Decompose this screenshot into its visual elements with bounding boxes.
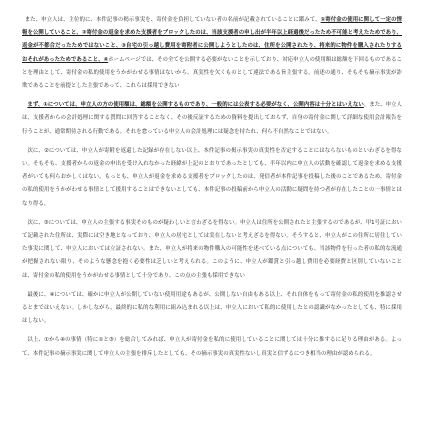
paragraph-2-highlight: まず、①については、申立人の方の使用額は、総額を公開するものであり、一般的には公表する必要がなく、公開内容は十分とはいえない <box>27 102 364 109</box>
paragraph-3 <box>22 145 402 211</box>
paragraph-6 <box>22 334 402 360</box>
paragraph-6-text: 以上、①から④の事情（特に①と③）を総合してみれば、申立人が寄付金を私的に使用していることに関しては十分に推するに足りる理由がある。よって、本件記事の摘示事実に関して申立人の主張を排斥したとしても、その摘示事実の真実性ないし真実と信ずるにつき相当の理由が認められる。 <box>22 337 402 357</box>
paragraph-1-text-c: 前述の通り、そもそも摘示事実が詐欺であることを前提とした主張であって、これらは採用できない <box>22 69 402 90</box>
paragraph-3-text: 次に、②については、申立人が寄附を返還した記録が存在しない以上、本件記事の掲示事実の真実性を否定することにはならないものといわざるを得ない。そもそも、支援者からの返金の申出を受け入れなかった経緯が上記のとおりであったとしても、半年以内に申立人の活動を確認して返金を求める支援者がいても何らおかしくはない。もっとも、申立人が返金を求める支援者をブロックしたのは、発信者が本件記事を投稿した後のことであるため、寄付金の私的使用をうかがわせる事情として援用することはできないとしても、本件記事の投稿前から申立人の活動に疑問を持つ者が存在したことの一事情とはなり得る。 <box>22 147 402 207</box>
paragraph-2-text: 。また、申立人は、支援者からの会計処理に関する質問に回答することなく、その後反証するための資料を提出しておらず、自身の寄付金に関して詳細な使用会計報告を行うことが、通常期待される行動である。それを怠っている申立人の会計処理には疑念を持たれ、何ら不自然なことではない。 <box>22 102 402 135</box>
paragraph-1-highlight: ①寄付金の使用に関して一定の情報を公開していること、②寄付金の返金を求めた支援者をブロックしたのは、当該支援者の申し出が半年以上経過後だったため不可能と考えたためであり、返金が不都合だったためではないこと、③自宅の引っ越し費用を寄附者に公開しようとしたのは、住所を公開されたり、将来的に物件を購入されたりするおそれがあったためであること、④ <box>22 17 402 63</box>
paragraph-5-text: 最後に、④については、確かに申立人が公開していない使用用途もあるが、公開しない自由もある以上、それ自体をもって寄付金の私的使用を推認させるとまではいえない。しかしながら、最終的に私的な利用に組み込まれる以上は、申立人において私的に使用したとの認識がなかったとしても、特に採用はしない。 <box>22 291 402 325</box>
paragraph-5 <box>22 289 402 329</box>
paragraph-1 <box>22 14 402 93</box>
paragraph-1-text-b: ホームページでは、その全てを公開する必要がないことを示しており、対応申立人の使用額は総額を下回るものであることを理由として、寄付金の私的使用をうかがわせる事情はないから、真実性を欠くものとして違法である旨主張する。 <box>22 56 402 76</box>
paragraph-2 <box>22 99 402 139</box>
paragraph-4-text: 次に、③については、申立人の主張する事実そのものが疑わしいと言わざるを得ない。申立人は住所を公開されたと主張するのであるが、甲1号証において記載された住所は、実際には空き地となっており、申立人の居宅としては実在しないと考えざるを得ない。そうすると、申立人がこの住所に居住していた事実に関して、申立人においては立証されない。また、申立人が将来の物件購入の可能性を述べている点についても、当該物件を行った者の私的な流通が把握されない限り、そのような懸念を抱く必要性は乏しいと考えられる。このように、申立人が鑑賞と引っ越し費用を必要経費と区別していないことは、寄付金の私的使用をうかがわせる事情として十分であり、この点の主張も採用できない <box>22 219 402 279</box>
paragraph-1-text-a: また、申立人は、主位的に、本件記事の掲示事実を、寄付金を負担していない者の名前が記載されていることに鑑みて、 <box>24 17 321 23</box>
paragraph-4 <box>22 217 402 283</box>
